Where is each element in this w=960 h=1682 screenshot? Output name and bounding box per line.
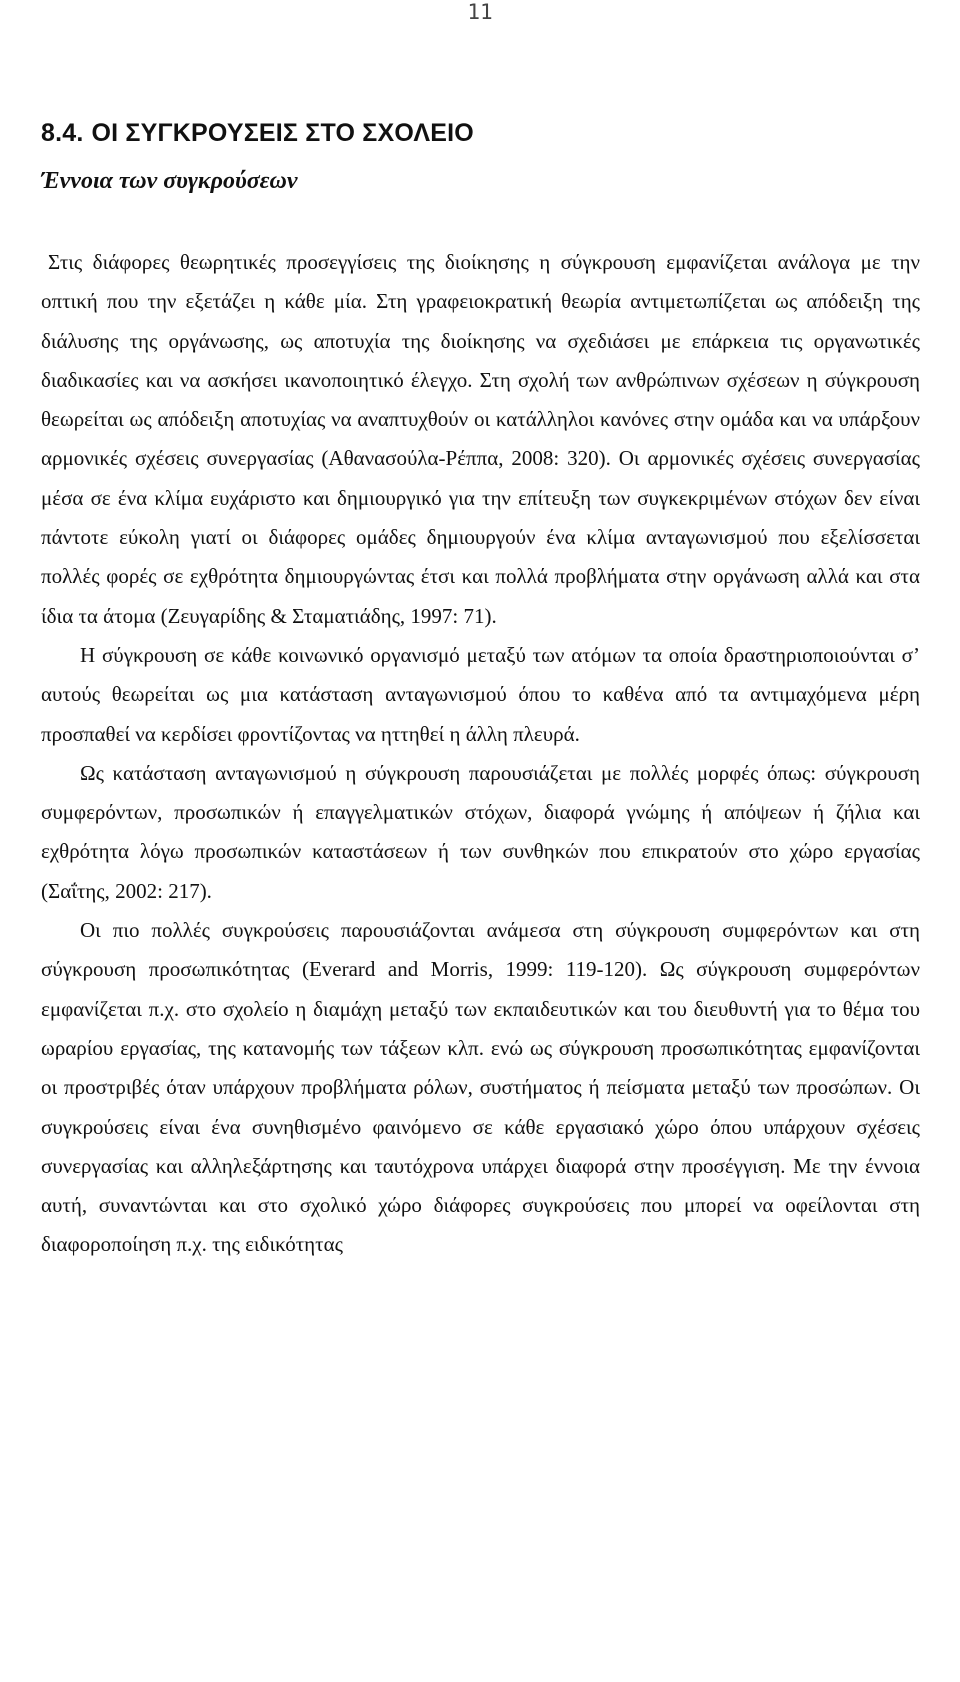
subheading: Έννοια των συγκρούσεων	[41, 168, 298, 194]
paragraph-3: Ως κατάσταση ανταγωνισμού η σύγκρουση παρουσιάζεται με πολλές μορφές όπως: σύγκρουση συμφερόντων, προσωπικών ή επαγγελματικών στόχων, διαφορά γνώμης ή απόψεων ή ζήλια και εχθρότητα λόγω προσωπικών καταστάσεων ή των συνθηκών που επικρατούν στο χώρο εργασίας (Σαΐτης, 2002: 217).	[41, 760, 920, 903]
paragraph-4: Οι πιο πολλές συγκρούσεις παρουσιάζονται ανάμεσα στη σύγκρουση συμφερόντων και στη σύγκρουση προσωπικότητας (Everard and Morris, 1999: 119-120). Ως σύγκρουση συμφερόντων εμφανίζεται π.χ. στο σχολείο η διαμάχη μεταξύ των εκπαιδευτικών και του διευθυντή για το θέμα του ωραρίου εργασίας, της κατανομής των τάξεων κλπ. ενώ ως σύγκρουση προσωπικότητας εμφανίζονται οι προστριβές όταν υπάρχουν προβλήματα ρόλων, συστήματος ή πείσματα μεταξύ των προσώπων. Οι συγκρούσεις είναι ένα συνηθισμένο φαινόμενο σε κάθε εργασιακό χώρο όπου υπάρχουν σχέσεις συνεργασίας και αλληλεξάρτησης και ταυτόχρονα υπάρχει διαφορά στην προσέγγιση. Με την έννοια αυτή, συναντώνται και στο σχολικό χώρο διάφορες συγκρούσεις που μπορεί να οφείλονται στη διαφοροποίηση π.χ. της ειδικότητας	[41, 918, 920, 1257]
section-title: ΟΙ ΣΥΓΚΡΟΥΣΕΙΣ ΣΤΟ ΣΧΟΛΕΙΟ	[91, 119, 474, 147]
section-heading	[41, 118, 920, 148]
paragraphs	[41, 243, 920, 1265]
paragraph-2: Η σύγκρουση σε κάθε κοινωνικό οργανισμό μεταξύ των ατόμων τα οποία δραστηριοποιούνται σ’ αυτούς θεωρείται ως μια κατάσταση ανταγωνισμού όπου το καθένα από τα αντιμαχόμενα μέρη προσπαθεί να κερδίσει φροντίζοντας να ηττηθεί η άλλη πλευρά.	[41, 642, 920, 746]
document-body	[41, 118, 920, 1265]
page-number: 11	[467, 0, 493, 24]
section-number: 8.4.	[41, 119, 84, 147]
paragraph-1: Στις διάφορες θεωρητικές προσεγγίσεις της διοίκησης η σύγκρουση εμφανίζεται ανάλογα με την οπτική που την εξετάζει η κάθε μία. Στη γραφειοκρατική θεωρία αντιμετωπίζεται ως απόδειξη της διάλυσης της οργάνωσης, ως αποτυχία της διοίκησης να σχεδιάσει με επάρκεια τις οργανωτικές διαδικασίες και να ασκήσει ικανοποιητικό έλεγχο. Στη σχολή των ανθρώπινων σχέσεων η σύγκρουση θεωρείται ως απόδειξη αποτυχίας να αναπτυχθούν οι κατάλληλοι κανόνες στην ομάδα και να υπάρξουν αρμονικές σχέσεις συνεργασίας (Αθανασούλα-Ρέππα, 2008: 320). Οι αρμονικές σχέσεις συνεργασίας μέσα σε ένα κλίμα ευχάριστο και δημιουργικό για την επίτευξη των συγκεκριμένων στόχων δεν είναι πάντοτε εύκολη γιατί οι διάφορες ομάδες δημιουργούν ένα κλίμα ανταγωνισμού που εξελίσσεται πολλές φορές σε εχθρότητα δημιουργώντας έτσι και πολλά προβλήματα στην οργάνωση αλλά και στα ίδια τα άτομα (Ζευγαρίδης & Σταματιάδης, 1997: 71).	[41, 250, 920, 628]
